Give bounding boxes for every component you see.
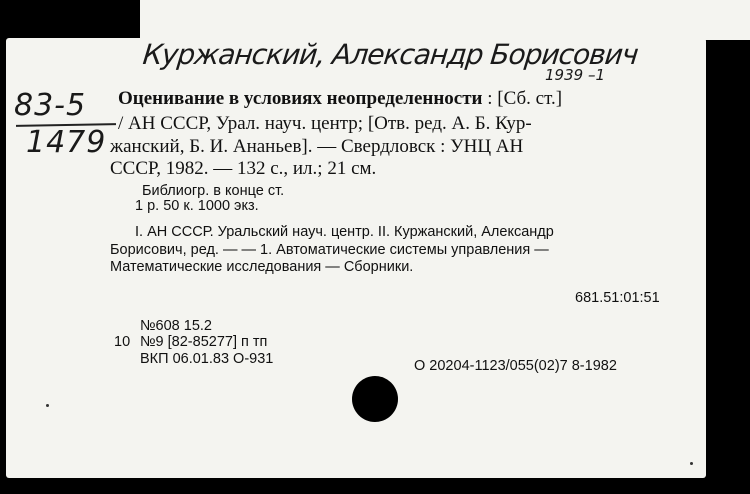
card-punch-hole <box>352 376 398 422</box>
statement-line-3: жанский, Б. И. Ананьев]. — Свердловск : УНЦ АН <box>110 136 524 157</box>
title-suffix: : [Сб. ст.] <box>482 88 563 109</box>
handwritten-year: 1939 –1 <box>545 66 605 84</box>
subject-line-2: Борисович, ред. — — 1. Автоматические системы управления — <box>110 242 549 258</box>
title: Оценивание в условиях неопределенности <box>118 88 483 109</box>
handwritten-call-number-top: 83-5 <box>14 88 87 123</box>
subject-line-1: I. АН СССР. Уральский науч. центр. II. Куржанский, Александр <box>135 224 554 240</box>
subject-line-3: Математические исследования — Сборники. <box>110 259 414 275</box>
pub-line-3: ВКП 06.01.83 О-931 <box>140 351 274 367</box>
pub-line-2-number: 10 <box>114 334 131 350</box>
handwritten-call-number-bottom: 1479 <box>26 125 107 160</box>
statement-line-2: / АН СССР, Урал. науч. центр; [Отв. ред. А. Б. Кур- <box>118 113 532 134</box>
speck <box>46 404 49 407</box>
note-bibliography: Библиогр. в конце ст. <box>142 183 285 199</box>
title-line <box>118 88 562 110</box>
udc-code: 681.51:01:51 <box>575 290 660 306</box>
speck <box>690 462 693 465</box>
note-price: 1 р. 50 к. 1000 экз. <box>135 198 259 214</box>
handwritten-author: Куржанский, Александр Борисович <box>141 38 640 71</box>
card-top-strip <box>140 0 750 40</box>
index-code: О 20204-1123/055(02)7 8-1982 <box>414 358 617 374</box>
pub-line-2: №9 [82-85277] п тп <box>140 334 268 350</box>
statement-line-4: СССР, 1982. — 132 с., ил.; 21 см. <box>110 158 377 179</box>
pub-line-1: №608 15.2 <box>140 318 212 334</box>
